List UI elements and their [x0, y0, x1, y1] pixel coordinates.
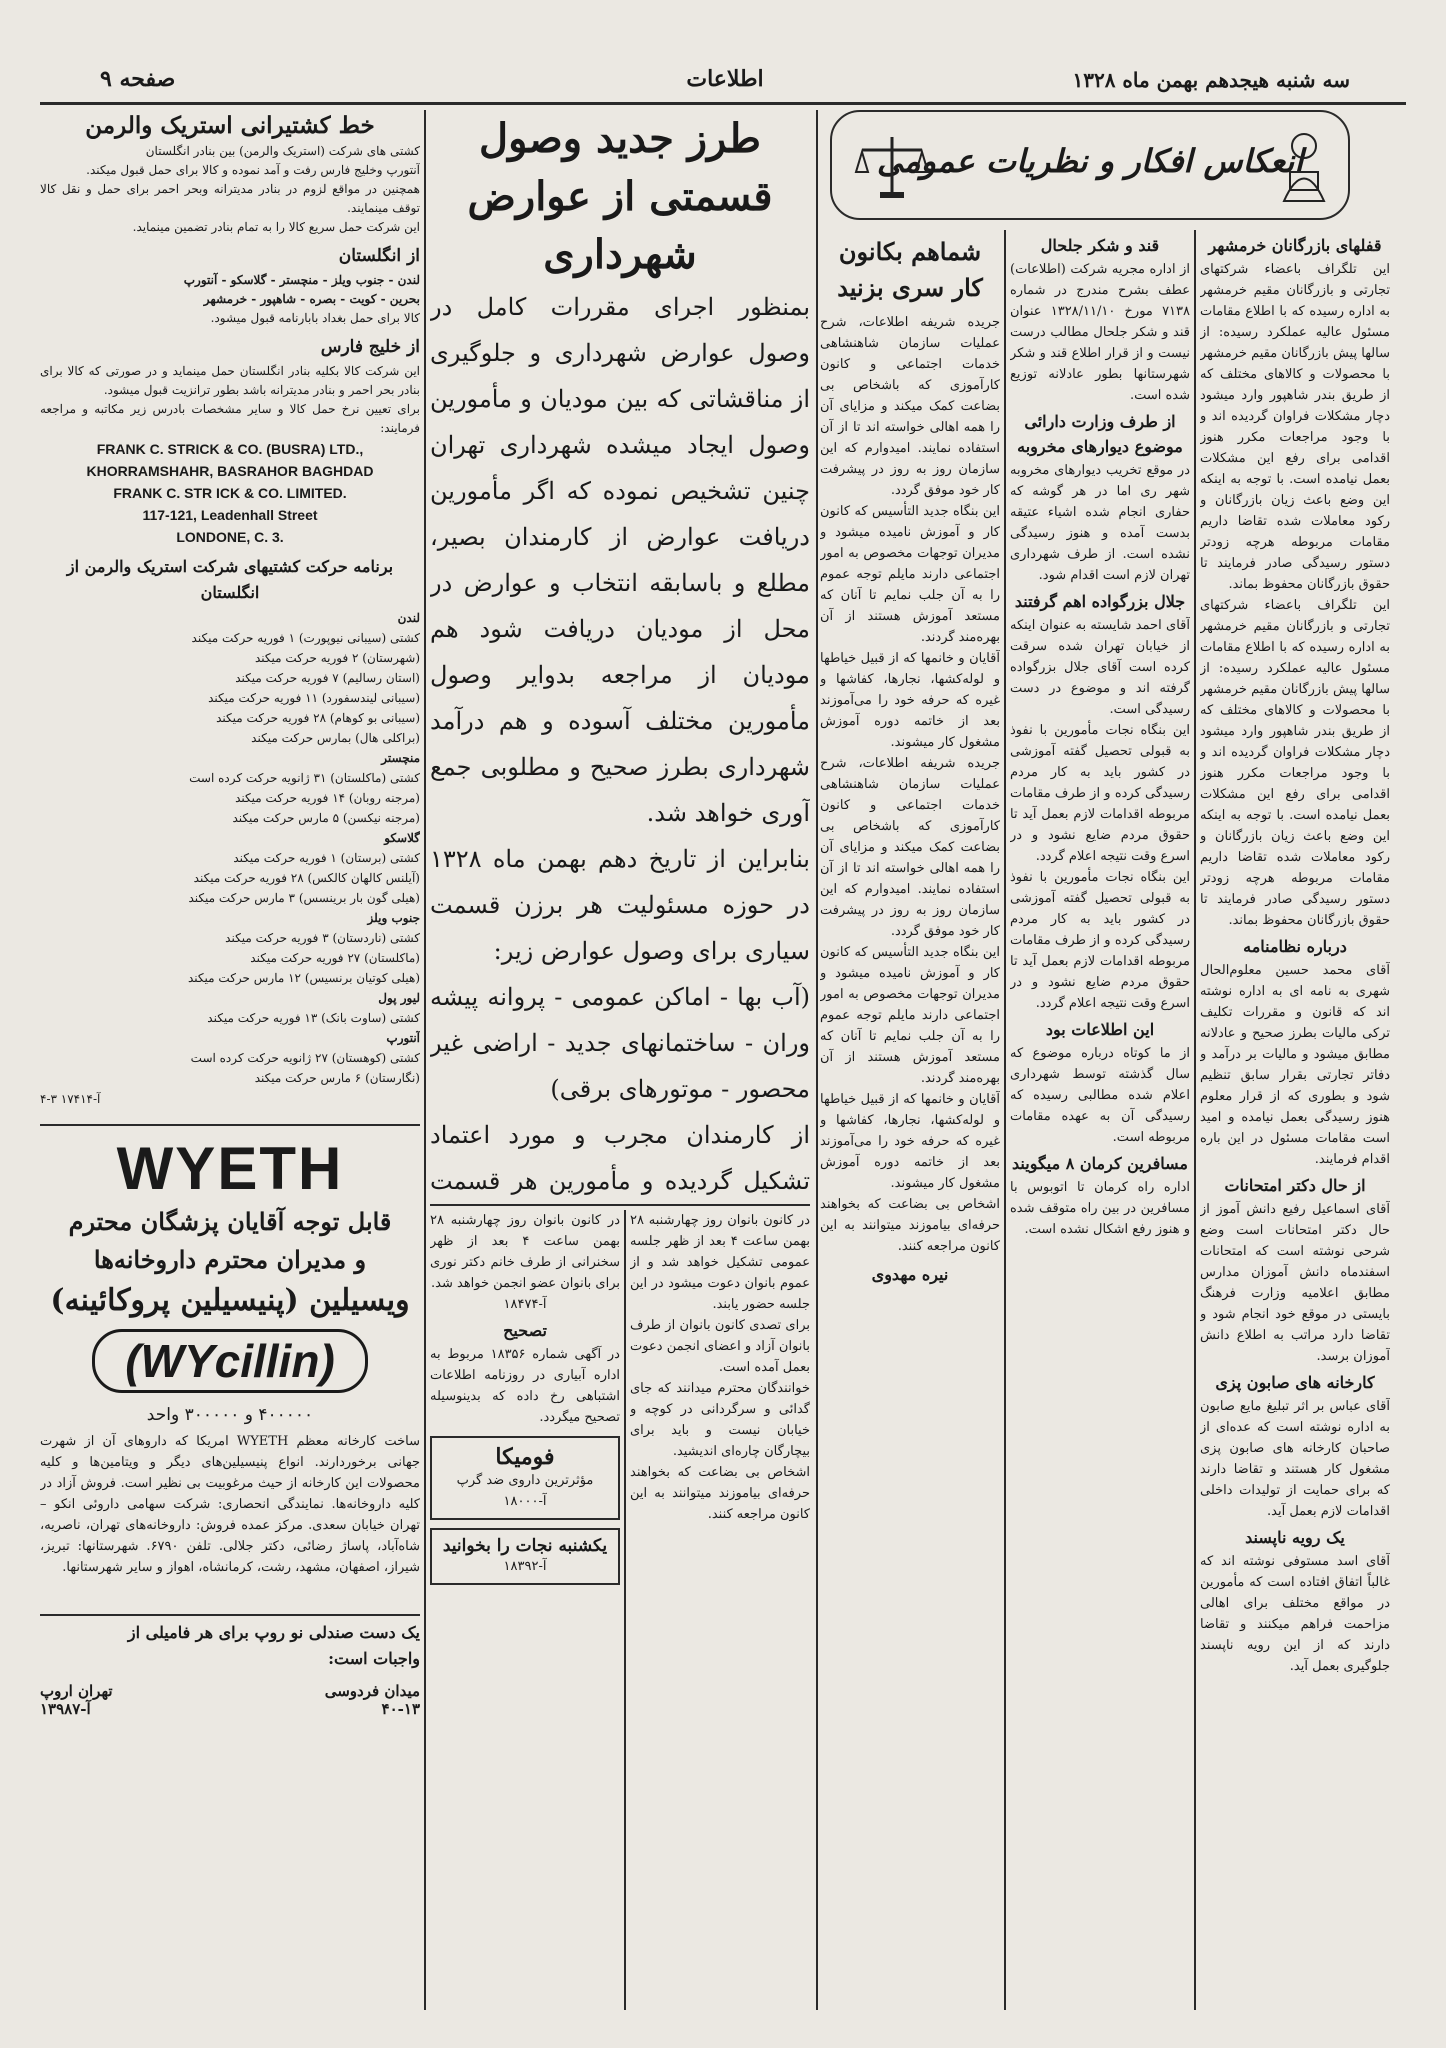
wyeth-product-latin: (WYcillin) — [92, 1329, 368, 1393]
opinion-column-2 — [1010, 230, 1190, 2010]
opinion-paragraph: جریده شریفه اطلاعات، شرح عملیات سازمان شاهنشاهی خدمات اجتماعی و کانون کارآموزی که باشخاص بی بضاعت کمک میکند و مزایای آن را همه اهالی خواسته اند تا از آن استفاده نمایند. امیدوارم که این سازمان روز به روز در پیشرفت کار خود موفق گردد. — [820, 756, 1000, 939]
ref-left: آ-۱۳۹۸۷ — [40, 1700, 91, 1718]
schedule-item: (مرجنه نیکسن) ۵ مارس حرکت میکند — [232, 811, 420, 825]
article-paragraph: (آب بها - اماکن عمومی - پروانه پیشه وران - ساختمانهای جدید - اراضی غیر محصور - موتورهای برقی) — [430, 983, 810, 1103]
opinion-paragraph: اداره راه کرمان تا اتوبوس با مسافرین در بین راه متوقف شده و هنوز رفع اشکال نشده است. — [1010, 1180, 1190, 1237]
shipping-ad-line: همچنین در مواقع لزوم در بنادر مدیترانه وبحر احمر برای حمل و نقل کالا توقف مینمایند. — [40, 182, 420, 215]
schedule-item: کشتی (کوهستان) ۲۷ ژانویه حرکت کرده است — [190, 1051, 420, 1065]
schedule-item: (ماکلستان) ۲۷ فوریه حرکت میکند — [250, 951, 420, 965]
opinion-paragraph: این بنگاه جدید التأسیس که کانون کار و آموزش نامیده میشود و مدیران توجهات مخصوص به امور اجتماعی دارند مایلم توجه عموم را به آن جلب نمایم تا آنان که مستعد آموزش هستند از آن بهره‌مند گردند. — [820, 945, 1000, 1086]
opinion-paragraph: جریده شریفه اطلاعات، شرح عملیات سازمان شاهنشاهی خدمات اجتماعی و کانون کارآموزی که باشخاص بی بضاعت کمک میکند و مزایای آن را همه اهالی خواسته اند تا از آن استفاده نمایند. امیدوارم که این سازمان روز به روز در پیشرفت کار خود موفق گردد. — [820, 315, 1000, 498]
column-rule — [624, 1210, 626, 2010]
port-manchester — [40, 748, 420, 828]
address-left: تهران اروپ — [40, 1682, 113, 1700]
article-paragraph: بمنظور اجرای مقررات کامل در وصول عوارض شهرداری و جلوگیری از مناقشاتی که بین مودیان و مأمورین وصول ایجاد میشده شهرداری تهران چنین تشخیص نموده که اگر مأمورین دریافت عوارض از کارمندان بصیر، مطلع و باسابقه انتخاب و عوارض در محل از مودیان دریافت شود هم مودیان از مراجعه بدوایر وصول مأمورین مختلف آسوده و هم درآمد شهرداری بطرز صحیح و مطلوبی جمع آوری خواهد شد. — [430, 293, 810, 827]
port-name: آنتورپ — [386, 1031, 420, 1045]
address-line: 117-121, Leadenhall Street — [142, 507, 318, 523]
section-title: انعکاس افکار و نظریات عمومی — [876, 142, 1304, 180]
schedule-item: کشتی (ماکلستان) ۳۱ ژانویه حرکت کرده است — [189, 771, 420, 785]
opinion-paragraph: این تلگراف باعضاء شرکتهای تجارتی و بازرگانان مقیم خرمشهر به اداره رسیده که با اطلاع مقامات مسئول عالیه عملکرد رسیده: از سالها پیش بازرگانان مقیم خرمشهر با محصولات و کالاهای مختلف که از طریق بندر شاهپور وارد میشود دچار مشکلات فراوان گردیده اند و با وجود مراجعات مکرر هنوز اقدامی برای رفع این مشکلات بعمل نیامده است. با توجه به اینکه این وضع باعث زیان بازرگانان و رکود معاملات شده تقاضا داریم مقامات مربوطه هرچه زودتر دستور رسیدگی صادر فرمایند تا حقوق بازرگانان محفوظ بماند. — [1200, 598, 1390, 928]
notice-column-right — [630, 1210, 810, 2010]
opinion-heading: از طرف وزارت دارائی — [1024, 412, 1176, 431]
scales-icon — [852, 132, 932, 202]
wyeth-headline: و مدیران محترم داروخانه‌ها — [93, 1245, 367, 1274]
opinion-column-1 — [1200, 230, 1390, 2010]
opinion-heading: درباره نظامنامه — [1243, 937, 1347, 956]
opinion-heading: شماهم بکانون کار سری بزنید — [837, 237, 983, 302]
address-line: KHORRAMSHAHR, BASRAHOR BAGHDAD — [86, 463, 374, 479]
address-right: میدان فردوسی — [324, 1682, 420, 1700]
reader-icon — [1274, 126, 1334, 206]
ref-right: ۴۰-۱۳ — [381, 1700, 420, 1718]
notice-paragraph: در کانون بانوان روز چهارشنبه ۲۸ بهمن ساعت ۴ بعد از ظهر سخنرانی از طرف خانم دکتر نوری برای بانوان عضو انجمن خواهد شد. — [430, 1213, 620, 1291]
schedule-item: (مرجنه روبان) ۱۴ فوریه حرکت میکند — [235, 791, 420, 805]
opinion-paragraph: این تلگراف باعضاء شرکتهای تجارتی و بازرگانان مقیم خرمشهر به اداره رسیده که با اطلاع مقامات مسئول عالیه عملکرد رسیده: از سالها پیش بازرگانان مقیم خرمشهر با محصولات و کالاهای مختلف که از طریق بندر شاهپور وارد میشود دچار مشکلات فراوان گردیده اند و با وجود مراجعات مکرر هنوز اقدامی برای رفع این مشکلات بعمل نیامده است. با توجه به اینکه این وضع باعث زیان بازرگانان و رکود معاملات شده تقاضا داریم مقامات مربوطه هرچه زودتر دستور رسیدگی صادر فرمایند تا حقوق بازرگانان محفوظ بماند. — [1200, 262, 1390, 592]
wyeth-description: ساخت کارخانه معظم WYETH امریکا که داروهای آن از شهرت جهانی برخوردارند. انواع پنیسیلین‌های دیگر و ویتامین‌ها و کلیه محصولات این کارخانه از حیث مرغوبیت بی نظیر است. فروش آزاد در کلیه داروخانه‌ها. نمایندگی انحصاری: شرکت سهامی داروئی انکو – تهران خیابان سعدی. مرکز عمده فروش: داروخانه‌های تهران، ناصریه، شاه‌آباد، پاساژ رضائی، دکتر جلالی. تلفن ۶۷۹۰. شهرستانها: تبریز، شیراز، اصفهان، مشهد، رشت، کرمانشاه، اهواز و سایر شهرستانها. — [40, 1434, 420, 1575]
notice-paragraph: در آگهی شماره ۱۸۳۵۶ مربوط به اداره آبیاری در روزنامه اطلاعات اشتباهی رخ داده که بدینوسیله تصحیح میگردد. — [430, 1347, 620, 1425]
notice-heading: تصحیح — [503, 1321, 547, 1340]
page-number: صفحه ۹ — [100, 66, 176, 92]
notice-paragraph: خوانندگان محترم میدانند که جای گدائی و سرگردانی در کوچه و خیابان نیست و باید برای بیچارگان چاره‌ای اندیشید. — [630, 1381, 810, 1459]
schedule-item: (هیلی کوتیان برنسیس) ۱۲ مارس حرکت میکند — [188, 971, 420, 985]
shipping-route: بحرین - کویت - بصره - شاهپور - خرمشهر — [203, 292, 420, 306]
article-paragraph: بنابراین از تاریخ دهم بهمن ماه ۱۳۲۸ در حوزه مسئولیت هر برزن قسمت سیاری برای وصول عوارض زیر: — [430, 845, 810, 965]
opinion-paragraph: این بنگاه جدید التأسیس که کانون کار و آموزش نامیده میشود و مدیران توجهات مخصوص به امور اجتماعی دارند مایلم توجه عموم را به آن جلب نمایم تا آنان که مستعد آموزش هستند از آن بهره‌مند گردند. — [820, 504, 1000, 645]
opinion-heading: کارخانه های صابون پزی — [1215, 1373, 1375, 1392]
shipping-ad-line: آنتورپ وخلیج فارس رفت و آمد نموده و کالا برای حمل قبول میکند. — [86, 163, 420, 177]
opinion-paragraph: آقای محمد حسین معلوم‌الحال شهری به نامه ای به اداره نوشته اند که قانون و مقررات تکلیف ترکی مالیات بطرز صحیح و عادلانه مطابق میشود و مالیات بر درآمد و دفاتر تجارتی بقرار سابق تنظیم شود و بطوری که از قرار معلوم هنوز رسیدگی بعمل نیامده و امید است مقامات مسئول در این باره اقدام فرمایند. — [1200, 963, 1390, 1167]
municipality-article — [430, 110, 810, 1200]
issue-date: سه شنبه هیجدهم بهمن ماه ۱۳۲۸ — [1072, 68, 1350, 92]
shipping-address — [40, 438, 420, 548]
column-rule — [424, 110, 426, 2010]
opinion-paragraph: آقایان و خانمها که از قبیل خیاطها و لوله‌کشها، نجارها، کفاشها و غیره که حرفه خود را می‌آموزند بعد از خاتمه دوره آموزش مشغول کار میشوند. — [820, 1092, 1000, 1191]
ad-separator — [40, 1614, 420, 1616]
ad-reference: ۴-۳ آ-۱۷۴۱۴ — [40, 1092, 101, 1106]
notice-paragraph: اشخاص بی بضاعت که بخواهند حرفه‌ای بیاموزند میتوانند به این کانون مراجعه کنند. — [630, 1465, 810, 1522]
opinion-paragraph: در موقع تخریب دیوارهای مخروبه شهر ری اما در هر گوشه که حفاری انجام شده اشیاء عتیقه بدست آمده و هنوز رسیدگی نشده است. از طرف شهرداری تهران لازم است اقدام شود. — [1010, 463, 1190, 583]
port-name: منچستر — [381, 751, 420, 765]
schedule-item: کشتی (ساوت بانک) ۱۳ فوریه حرکت میکند — [207, 1011, 420, 1025]
ad-separator — [430, 1204, 810, 1206]
fomika-title: فومیکا — [495, 1444, 555, 1470]
notice-paragraph: در کانون بانوان روز چهارشنبه ۲۸ بهمن ساعت ۴ بعد از ظهر جلسه عمومی تشکیل خواهد شد و از عموم بانوان دعوت میشود در این جلسه حضور یابند. — [630, 1213, 810, 1312]
article-title: طرز جدید وصول قسمتی از عوارض شهرداری — [467, 115, 773, 278]
schedule-item: (سیبانی بو کوهام) ۲۸ فوریه حرکت میکند — [216, 711, 420, 725]
ad-separator — [40, 1124, 420, 1126]
wyeth-headline: قابل توجه آقایان پزشگان محترم — [68, 1207, 392, 1236]
opinion-heading: جلال بزرگواده اهم گرفتند — [1014, 592, 1186, 611]
opinion-heading: از حال دکتر امتحانات — [1224, 1176, 1366, 1195]
shipping-ad — [40, 110, 420, 1120]
port-name: لندن — [397, 611, 420, 625]
port-liverpool — [40, 988, 420, 1028]
address-line: LONDONE, C. 3. — [176, 529, 284, 545]
shipping-ad-line: کشتی های شرکت (استریک والرمن) بین بنادر انگلستان — [145, 144, 420, 158]
port-glasgow — [40, 828, 420, 908]
article-paragraph: از کارمندان مجرب و مورد اعتماد تشکیل گردیده و مأمورین هر قسمت — [430, 1121, 810, 1195]
furniture-ad-refs — [40, 1700, 420, 1718]
opinion-paragraph: آقای اسد مستوفی نوشته اند که غالباً اتفاق افتاده است که مأمورین در مواقع مختلف برای اهالی مزاحمت فراهم میکنند و تقاضا دارند که از این رویه ناپسند جلوگیری بعمل آید. — [1200, 1554, 1390, 1674]
wyeth-logo: WYETH — [116, 1135, 344, 1202]
port-name: جنوب ویلز — [367, 911, 420, 925]
schedule-item: (استان رسالیم) ۷ فوریه حرکت میکند — [235, 671, 420, 685]
schedule-item: کشتی (سیبانی نیوپورت) ۱ فوریه حرکت میکند — [191, 631, 420, 645]
opinion-heading: قند و شکر جلحال — [1040, 236, 1160, 255]
opinion-paragraph: اشخاص بی بضاعت که بخواهند حرفه‌ای بیاموزند میتوانند به این کانون مراجعه کنند. — [820, 1197, 1000, 1254]
column-rule — [1194, 230, 1196, 2010]
opinion-subheading: موضوع دیوارهای مخروبه — [1017, 437, 1183, 456]
shipping-route: کالا برای حمل بغداد بابارنامه قبول میشود. — [210, 311, 420, 325]
fomika-text: مؤثرترین داروی ضد گرپ — [456, 1473, 594, 1488]
schedule-item: (براکلی هال) بمارس حرکت میکند — [251, 731, 420, 745]
opinion-paragraph: از اداره مجریه شرکت (اطلاعات) عطف بشرح مندرج در شماره ۷۱۳۸ مورخ ۱۳۲۸/۱۱/۱۰ عنوان قند و شکر جلحال مطالب درست نیست و از قرار اطلاع قند و شکر شهرستانها بطور عادلانه توزیع شده است. — [1010, 262, 1190, 403]
address-line: FRANK C. STR ICK & CO. LIMITED. — [113, 485, 347, 501]
opinion-signature: نیره مهدوی — [871, 1265, 949, 1284]
shipping-ad-line: این شرکت حمل سریع کالا را به تمام بنادر تضمین مینماید. — [132, 220, 420, 234]
column-rule — [1004, 230, 1006, 2010]
notice-paragraph: برای تصدی کانون بانوان از طرف بانوان آزاد و اعضای انجمن دعوت بعمل آمده است. — [630, 1318, 810, 1375]
schedule-item: کشتی (ناردستان) ۳ فوریه حرکت میکند — [225, 931, 420, 945]
masthead-rule — [40, 102, 1406, 105]
schedule-item: کشتی (برستان) ۱ فوریه حرکت میکند — [233, 851, 420, 865]
section-header — [830, 110, 1350, 220]
schedule-item: (هیلی گون بار برینسس) ۳ مارس حرکت میکند — [188, 891, 420, 905]
opinion-heading: مسافرین کرمان ۸ میگویند — [1012, 1154, 1188, 1173]
shipping-route: لندن - جنوب ویلز - منچستر - گلاسکو - آنتورپ — [183, 273, 420, 287]
schedule-item: (شهرستان) ۲ فوریه حرکت میکند — [254, 651, 420, 665]
notice-ref: آ-۱۸۴۷۴ — [503, 1297, 547, 1312]
nejat-text: یکشنبه نجات را بخوانید — [442, 1536, 608, 1556]
port-name: لیور پول — [378, 991, 420, 1005]
opinion-column-3 — [820, 230, 1000, 2010]
schedule-item: (نگارستان) ۶ مارس حرکت میکند — [254, 1071, 420, 1085]
port-antwerp — [40, 1028, 420, 1088]
shipping-ad-title: خط کشتیرانی استریک والرمن — [85, 112, 375, 139]
shipping-from-england: از انگلستان — [338, 246, 420, 266]
fomika-ref: آ-۱۸۰۰۰ — [503, 1494, 547, 1509]
fomika-ad — [430, 1436, 620, 1520]
opinion-paragraph: آقایان و خانمها که از قبیل خیاطها و لوله‌کشها، نجارها، کفاشها و غیره که حرفه خود را می‌آموزند بعد از خاتمه دوره آموزش مشغول کار میشوند. — [820, 651, 1000, 750]
opinion-heading: این اطلاعات بود — [1045, 1020, 1155, 1039]
opinion-paragraph: از ما کوتاه درباره موضوع که سال گذشته توسط شهرداری اعلام شده مطالبی رسیده که رسیدگی آن به عهده مقامات مربوطه است. — [1010, 1046, 1190, 1145]
furniture-ad-line: یک دست صندلی نو روپ برای هر فامیلی از — [127, 1623, 420, 1642]
nejat-ad — [430, 1528, 620, 1585]
opinion-heading: قفلهای بازرگانان خرمشهر — [1208, 236, 1382, 255]
newspaper-name: اطلاعات — [686, 66, 764, 92]
opinion-paragraph: آقای احمد شایسته به عنوان اینکه از خیابان تهران شده سرقت کرده است آقای جلال بزرگواده گرفته اند و موضوع در دست رسیدگی است. — [1010, 618, 1190, 717]
schedule-title: برنامه حرکت کشتیهای شرکت استریک والرمن از انگلستان — [66, 557, 394, 602]
port-name: گلاسکو — [384, 831, 420, 845]
opinion-paragraph: آقای اسماعیل رفیع دانش آموز از حال دکتر امتحانات است وضع شرحی نوشته است که امتحانات اسفندماه دانش آموزان مدارس مطابق اعلامیه وزارت فرهنگ بایستی در موقع خود انجام شود و تقاضا دارد مراتب به اطلاع دانش آموزان برسد. — [1200, 1202, 1390, 1364]
opinion-heading: یک رویه ناپسند — [1245, 1528, 1345, 1547]
address-line: FRANK C. STRICK & CO. (BUSRA) LTD., — [96, 441, 364, 457]
furniture-ad — [40, 1620, 420, 1780]
nejat-ref: آ-۱۸۳۹۲ — [503, 1559, 547, 1574]
furniture-ad-addresses — [40, 1682, 420, 1700]
port-london — [40, 608, 420, 748]
wyeth-ad — [40, 1130, 420, 1610]
schedule-item: (سیبانی لیندسفورد) ۱۱ فوریه حرکت میکند — [208, 691, 420, 705]
wyeth-product: ویسیلین (پنیسیلین پروکائینه) — [50, 1283, 410, 1318]
port-south-wales — [40, 908, 420, 988]
opinion-paragraph: این بنگاه نجات مأمورین با نفوذ به قبولی تحصیل گفته آموزشی در کشور باید به کار مردم رسیدگی کرده و از طرف مقامات مربوطه اقدامات لازم بعمل آید تا حقوق مردم ضایع نشود و در اسرع وقت نتیجه اعلام گردد. — [1010, 870, 1190, 1011]
schedule-item: (آیلنس کالهان کالکس) ۲۸ فوریه حرکت میکند — [193, 871, 420, 885]
shipping-route: برای تعیین نرخ حمل کالا و سایر مشخصات بادرس زیر مکاتبه و مراجعه فرمایند: — [40, 402, 420, 435]
opinion-paragraph: این بنگاه نجات مأمورین با نفوذ به قبولی تحصیل گفته آموزشی در کشور باید به کار مردم رسیدگی کرده و از طرف مقامات مربوطه اقدامات لازم بعمل آید تا حقوق مردم ضایع نشود و در اسرع وقت نتیجه اعلام گردد. — [1010, 723, 1190, 864]
furniture-ad-line: واجبات است: — [328, 1649, 420, 1668]
notice-column-left — [430, 1210, 620, 2010]
shipping-route: این شرکت کالا بکلیه بنادر انگلستان حمل مینماید و در صورتی که کالا برای بنادر بحر احمر و بنادر مدیترانه باشد بطور ترانزیت قبول میشود. — [40, 364, 420, 397]
shipping-from-gulf: از خلیج فارس — [320, 337, 420, 357]
column-rule — [816, 110, 818, 2010]
masthead — [100, 60, 1350, 100]
opinion-paragraph: آقای عباس بر اثر تبلیغ مایع صابون به اداره نوشته است که عده‌ای از صاحبان کارخانه های صابون پزی مشغول کار هستند و تقاضا دارند که برای حمایت از تولیدات داخلی اقدامات لازم بعمل آید. — [1200, 1399, 1390, 1519]
wyeth-units: ۴۰۰۰۰۰ و ۳۰۰۰۰۰ واحد — [146, 1405, 314, 1425]
